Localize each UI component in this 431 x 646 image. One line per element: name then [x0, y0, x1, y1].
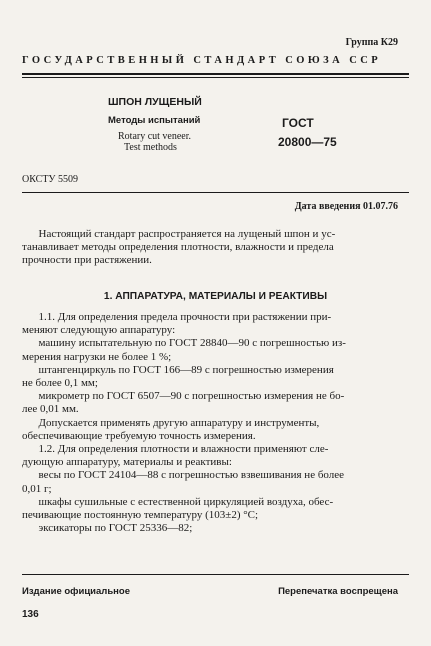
page-number: 136 [22, 609, 39, 620]
header-rule-thick [22, 73, 409, 75]
standard-title: ШПОН ЛУЩЕНЫЙ [108, 96, 202, 108]
standard-subtitle: Методы испытаний [108, 115, 201, 126]
section-heading: 1. АППАРАТУРА, МАТЕРИАЛЫ И РЕАКТИВЫ [103, 291, 328, 302]
text-line: печивающие постоянную температуру (103±2) °С; [22, 509, 259, 522]
gost-label: ГОСТ [282, 116, 314, 130]
intro-paragraph [22, 228, 409, 268]
text-line: машину испытательную по ГОСТ 28840—90 с погрешностью из- [22, 337, 346, 350]
text-line: Настоящий стандарт распространяется на лущеный шпон и ус- [22, 228, 336, 240]
text-line: 0,01 г; [22, 482, 52, 495]
edition-note: Издание официальное [22, 586, 130, 597]
text-line: меняют следующую аппаратуру: [22, 324, 176, 337]
text-line: эксикаторы по ГОСТ 25336—82; [22, 522, 193, 535]
group-code: Группа К29 [345, 37, 398, 48]
text-line: лее 0,01 мм. [22, 403, 79, 416]
standard-title-english: Rotary cut veneer. [118, 131, 192, 142]
footer-rule [22, 574, 409, 575]
text-line: весы по ГОСТ 24104—88 с погрешностью взвешивания не более [22, 469, 345, 482]
okstu-code: ОКСТУ 5509 [22, 174, 79, 185]
header-rule-thin [22, 77, 409, 78]
text-line: прочности при растяжении. [22, 254, 152, 267]
reprint-notice: Перепечатка воспрещена [278, 586, 398, 597]
text-line: не более 0,1 мм; [22, 377, 98, 390]
standard-subtitle-english: Test methods [124, 142, 177, 153]
gost-number: 20800—75 [278, 135, 337, 149]
text-line: микрометр по ГОСТ 6507—90 с погрешностью измерения не бо- [22, 390, 345, 403]
text-line: штангенциркуль по ГОСТ 166—89 с погрешностью измерения [22, 363, 334, 376]
text-line: 1.2. Для определения плотности и влажности применяют сле- [22, 443, 329, 456]
text-line: Допускается применять другую аппаратуру и инструменты, [22, 416, 320, 429]
text-line: дующую аппаратуру, материалы и реактивы: [22, 456, 232, 469]
text-line: мерения нагрузки не более 1 %; [22, 350, 172, 363]
text-line: 1.1. Для определения предела прочности при растяжении при- [22, 311, 332, 323]
text-line: шкафы сушильные с естественной циркуляцией воздуха, обес- [22, 495, 334, 508]
issuing-body-title: ГОСУДАРСТВЕННЫЙ СТАНДАРТ СОЮЗА ССР [22, 55, 382, 66]
text-line: обеспечивающие требуемую точность измерения. [22, 429, 256, 442]
section-divider [22, 192, 409, 193]
section-body [22, 311, 409, 535]
introduction-date: Дата введения 01.07.76 [294, 201, 398, 212]
text-line: танавливает методы определения плотности, влажности и предела [22, 241, 334, 254]
